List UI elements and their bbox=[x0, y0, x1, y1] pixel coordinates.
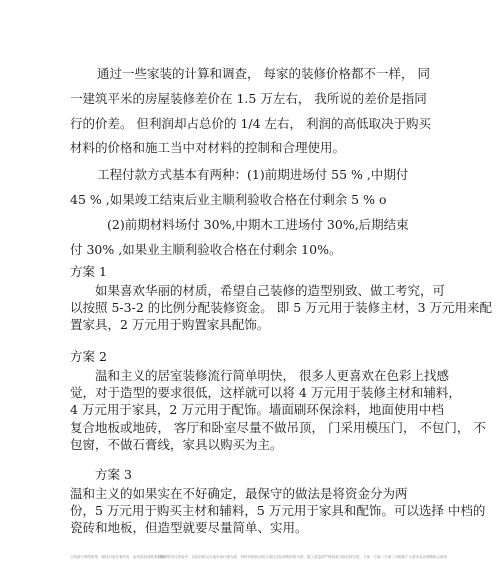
plan-2-line-3: 4 万元用于家具，2 万元用于配饰。墙面刷环保涂料，地面使用中档 bbox=[70, 402, 444, 417]
plan-3-line-1: 温和主义的如果实在不好确定，最保守的做法是将资金分为两 bbox=[70, 486, 408, 501]
footer-left-text: 文档源于网络收集，版权归原作者所有，如有侵权请联系删除 bbox=[70, 555, 165, 559]
paragraph-2-line-4: 付 30% ,如果业主顺利验收合格在付剩余 10%。 bbox=[70, 242, 342, 257]
paragraph-2-line-3: (2)前期材料场付 30%,中期木工进场付 30%,后期结束 bbox=[107, 217, 409, 232]
plan-3-line-3: 瓷砖和地板，但造型就要尽量简单、实用。 bbox=[70, 520, 308, 535]
plan-1-line-1: 如果喜欢华丽的材质，希望自己装修的造型别致、做工考究，可 bbox=[95, 283, 446, 298]
paragraph-1-line-3: 行的价差。 但利润却占总价的 1/4 左右， 利润的高低取决于购买 bbox=[70, 116, 432, 131]
plan-2-line-2: 觉，对于造型的要求很低，这样就可以将 4 万元用于装修主材和辅料， bbox=[70, 385, 461, 400]
paragraph-2-line-1: 工程付款方式基本有两种：(1)前期进场付 55 % ,中期付 bbox=[97, 167, 409, 182]
paragraph-1-line-1: 通过一些家装的计算和调查， 每家的装修价格都不一样， 同 bbox=[97, 66, 430, 81]
plan-2-line-5: 包窗，不做石膏线，家具以购买为主。 bbox=[70, 437, 283, 452]
plan-1-line-2: 以按照 5-3-2 的比例分配装修资金。 即 5 万元用于装修主材，3 万元用来配 bbox=[70, 300, 493, 315]
footer-right-text: 装修报价仅供参考，实际价格以当地市场行情为准，材料价格波动较大请以实际采购价格为准，施工质量请严格验收合格后再付款，方案一方案二方案三可根据个人需求灵活调整组合使用 bbox=[160, 555, 447, 559]
paragraph-1-line-2: 一建筑平米的房屋装修差价在 1.5 万左右， 我所说的差价是指同 bbox=[70, 91, 427, 106]
paragraph-1-line-4: 材料的价格和施工当中对材料的控制和合理使用。 bbox=[70, 140, 346, 155]
plan-3-line-2: 份，5 万元用于购买主材和辅料，5 万元用于家具和配饰。可以选择 中档的 bbox=[70, 503, 486, 518]
plan-1-line-3: 置家具，2 万元用于购置家具配饰。 bbox=[70, 317, 270, 332]
plan-2-line-1: 温和主义的居室装修流行简单明快， 很多人更喜欢在色彩上找感 bbox=[95, 368, 449, 383]
plan-2-line-4: 复合地板或地砖， 客厅和卧室尽量不做吊顶， 门采用模压门， 不包门， 不 bbox=[70, 420, 486, 435]
paragraph-2-line-2: 45 % ,如果竣工结束后业主顺利验收合格在付剩余 5 % o bbox=[70, 192, 387, 207]
plan-2-heading: 方案 2 bbox=[70, 349, 107, 364]
plan-1-heading: 方案 1 bbox=[70, 264, 107, 279]
plan-3-heading: 方案 3 bbox=[95, 467, 132, 482]
